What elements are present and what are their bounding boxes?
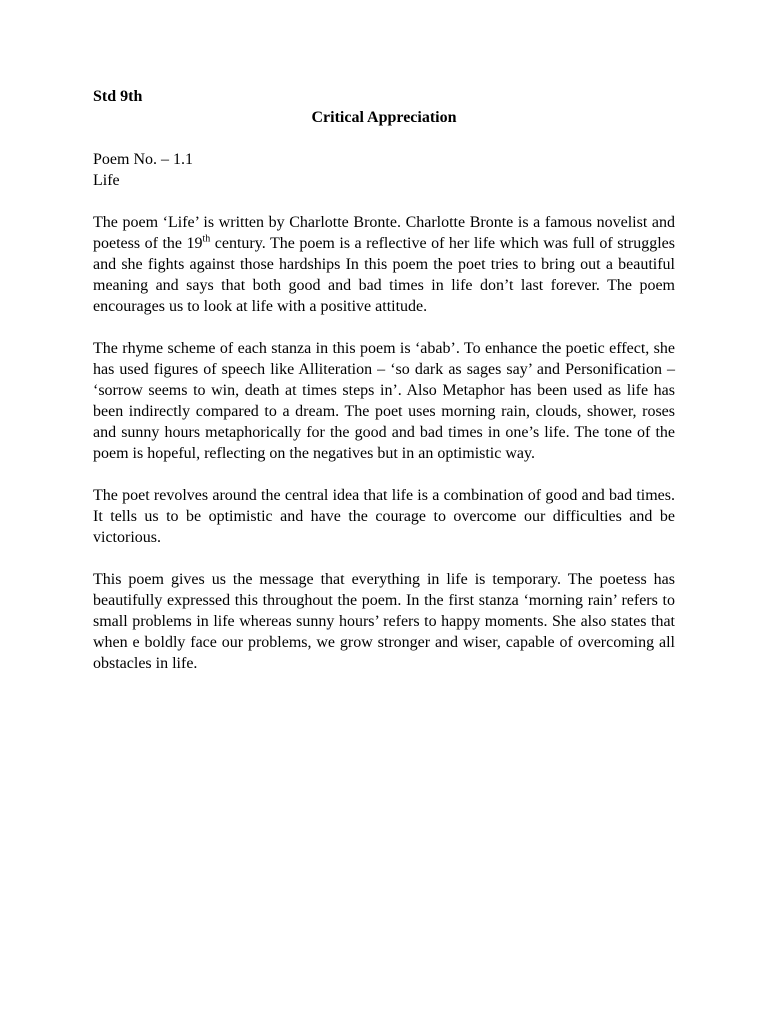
paragraph-text: The poem ‘Life’ is written by Charlotte Bronte. Charlotte Bronte is a famous novelist and poetess of the 19 (93, 214, 675, 252)
paragraph-central-idea: The poet revolves around the central idea that life is a combination of good and bad times. It tells us to be optimistic and have the courage to overcome our difficulties and be victorious. (93, 487, 675, 546)
grade-label: Std 9th (93, 88, 143, 105)
paragraph-message: This poem gives us the message that everything in life is temporary. The poetess has beautifully expressed this throughout the poem. In the first stanza ‘morning rain’ refers to small problems in life whereas sunny hours’ refers to happy moments. She also states that when e boldly face our problems, we grow stronger and wiser, capable of overcoming all obstacles in life. (93, 571, 675, 672)
spacer (93, 191, 675, 212)
paragraph-introduction (93, 212, 675, 317)
ordinal-superscript: th (202, 233, 211, 245)
poem-number: Poem No. – 1.1 (93, 151, 193, 168)
paragraph-text: century. The poem is a reflective of her life which was full of struggles and she fights against those hardships In this poem the poet tries to bring out a beautiful meaning and says that both good and bad times in life don’t last forever. The poem encourages us to look at life with a positive attitude. (93, 235, 675, 315)
document-body (93, 86, 675, 695)
paragraph-poetic-devices: The rhyme scheme of each stanza in this poem is ‘abab’. To enhance the poetic effect, she has used figures of speech like Alliteration – ‘so dark as sages say’ and Personification – ‘sorrow seems to win, death at times steps in’. Also Metaphor has been used as life has been indirectly compared to a dream. The poet uses morning rain, clouds, shower, roses and sunny hours metaphorically for the good and bad times in one’s life. The tone of the poem is hopeful, reflecting on the negatives but in an optimistic way. (93, 340, 675, 462)
document-title: Critical Appreciation (311, 109, 457, 126)
poem-title: Life (93, 172, 120, 189)
spacer (93, 128, 675, 149)
